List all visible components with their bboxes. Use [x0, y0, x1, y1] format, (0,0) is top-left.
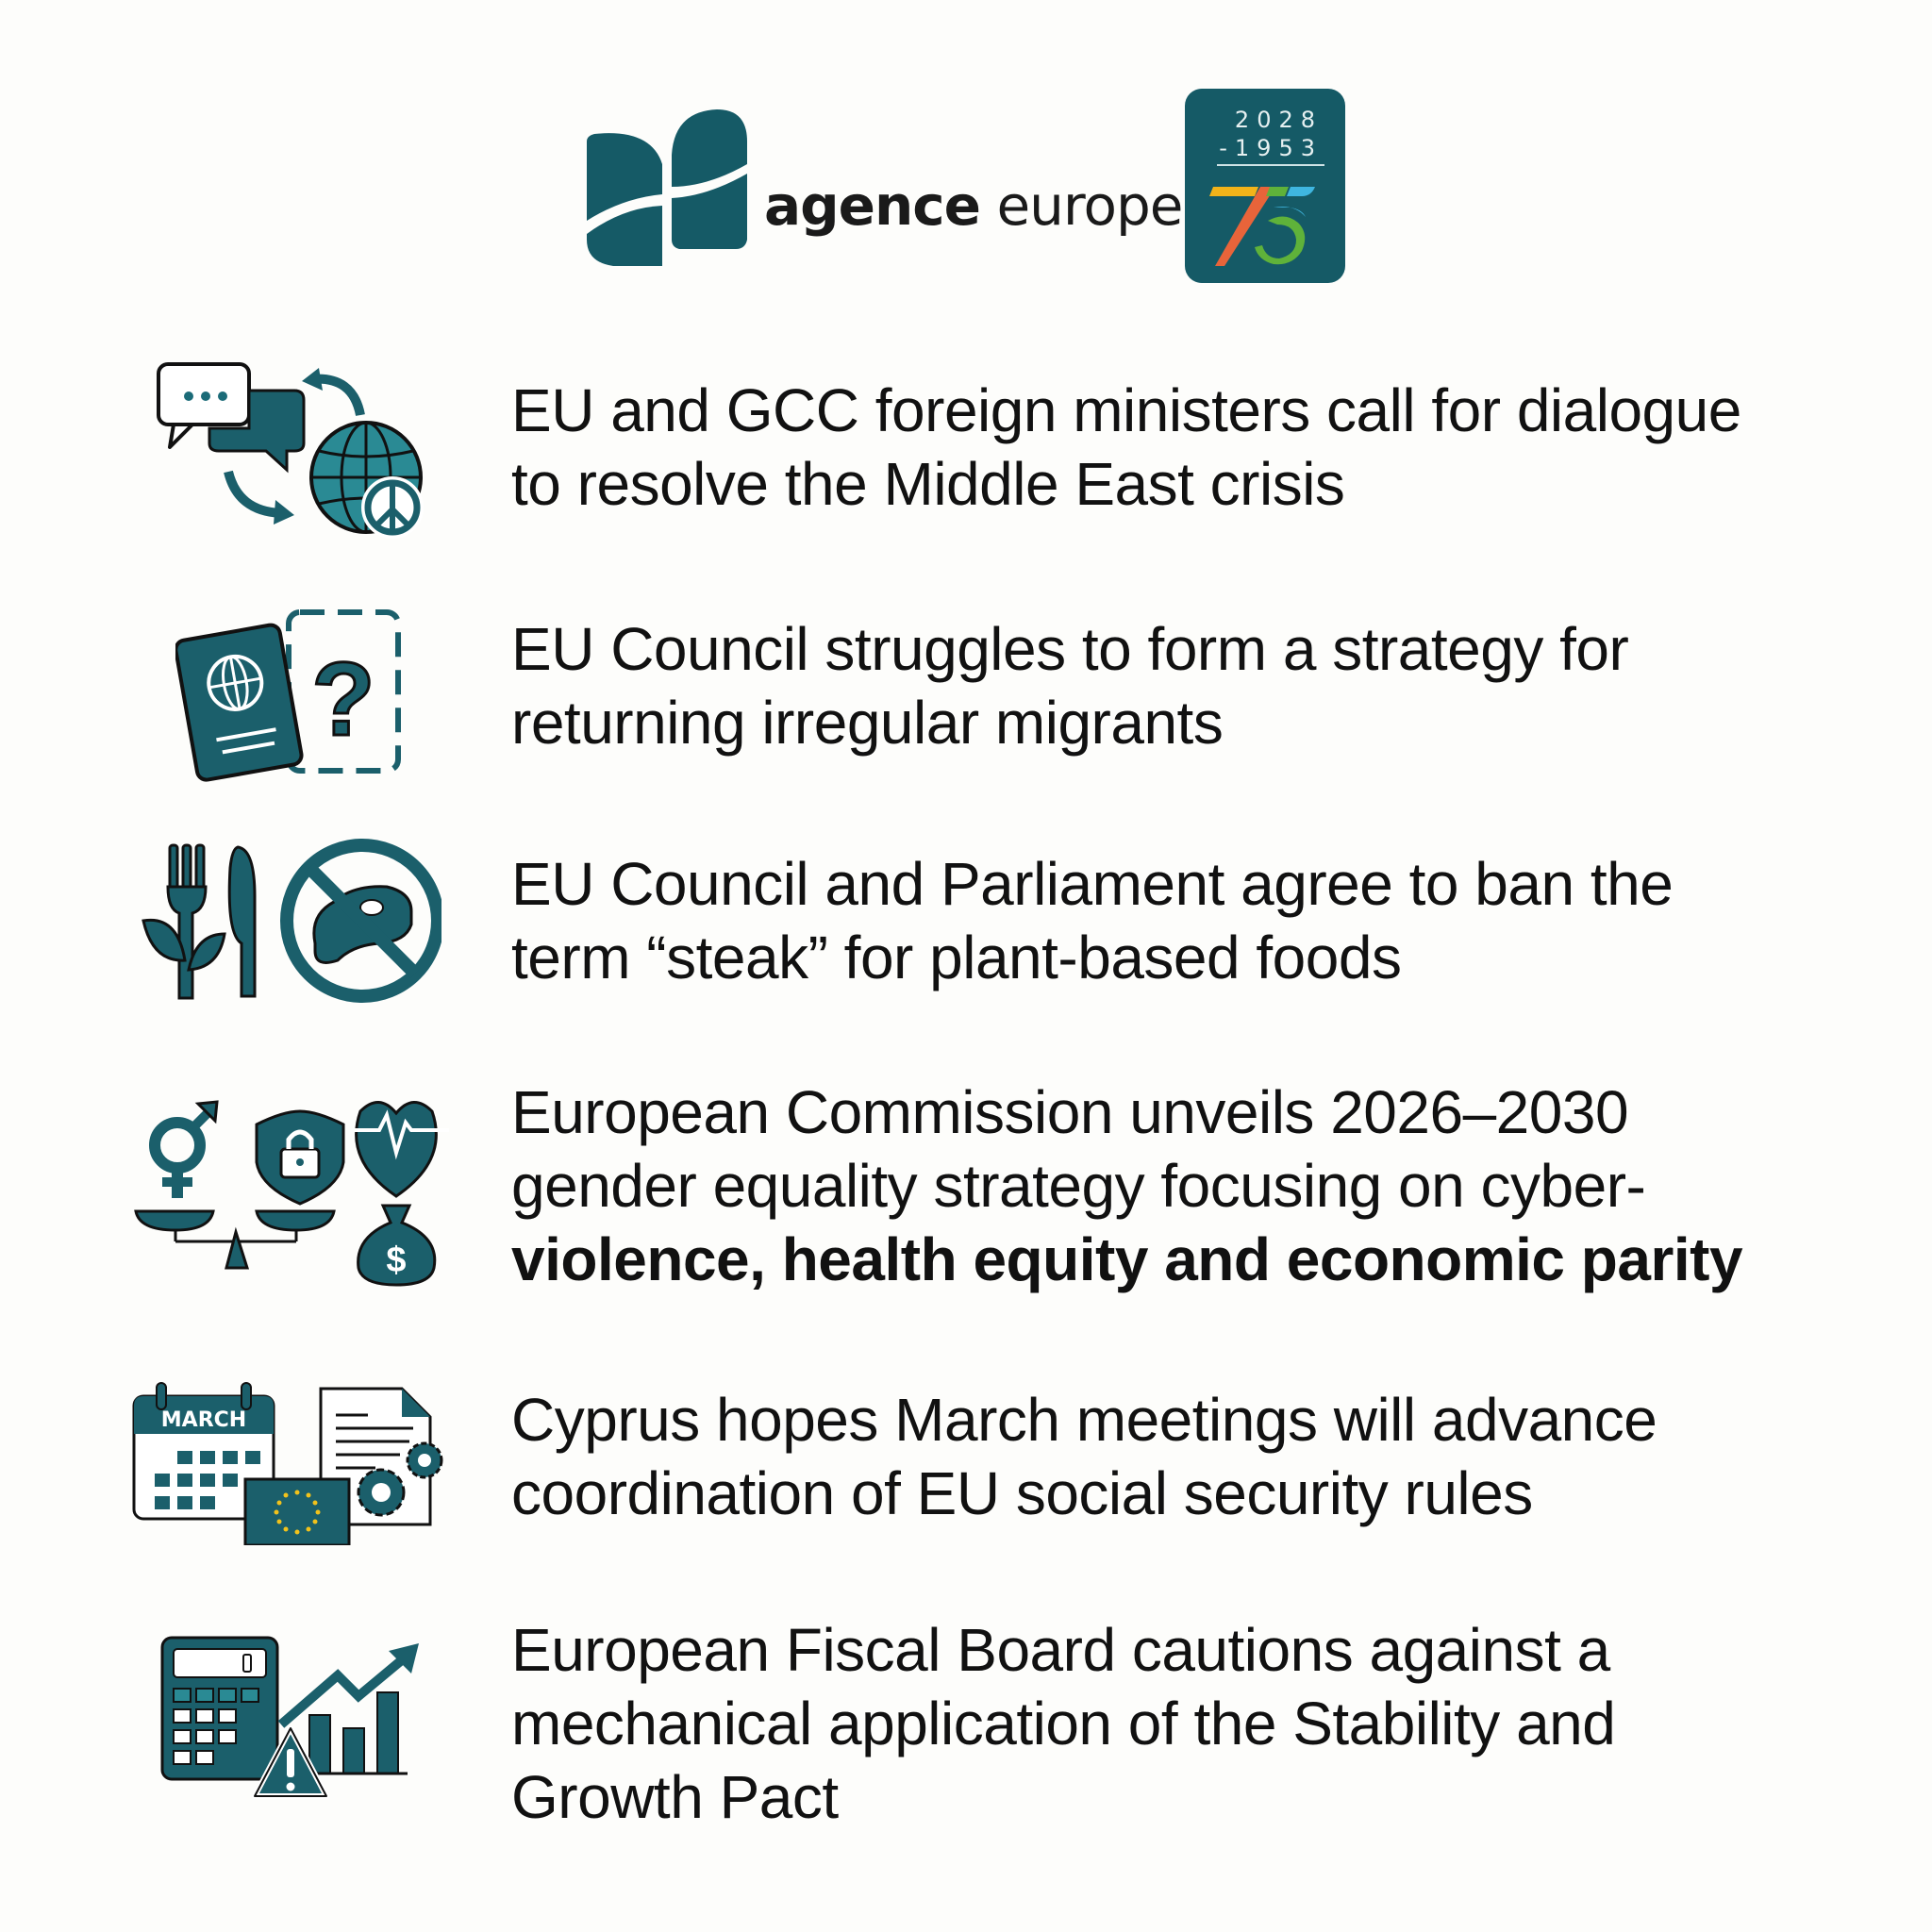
svg-text:$: $: [386, 1241, 407, 1280]
news-headline[interactable]: European Fiscal Board cautions against a mechanical application of the Stability and Growth Pact: [511, 1616, 1616, 1831]
news-headline[interactable]: EU and GCC foreign ministers call for dialogue to resolve the Middle East crisis: [511, 376, 1741, 518]
seventy-five-icon: [1204, 179, 1326, 270]
news-item: [0, 599, 1932, 788]
anniversary-years: 2028 -1953: [1219, 107, 1323, 161]
brand-bold: agence: [764, 174, 981, 238]
calculator-warning-chart-icon: [158, 1630, 432, 1809]
news-item: [0, 830, 1932, 1019]
news-headline[interactable]: European Commission unveils 2026–2030 gender equality strategy focusing on cyber- violence, health equity and economic parity: [511, 1078, 1743, 1293]
news-item: [0, 1368, 1932, 1557]
svg-text:?: ?: [311, 641, 375, 758]
gender-equality-scale-icon: [132, 1083, 453, 1291]
brand-light: europe: [980, 174, 1183, 238]
calendar-eu-document-icon: [130, 1375, 451, 1545]
news-headline[interactable]: EU Council and Parliament agree to ban the term “steak” for plant-based foods: [511, 850, 1674, 991]
news-item: [0, 1604, 1932, 1830]
passport-question-icon: [175, 603, 411, 782]
anniversary-badge: [1185, 89, 1345, 283]
plant-cutlery-no-meat-icon: [140, 830, 441, 1009]
header: [585, 87, 1349, 287]
news-headline[interactable]: Cyprus hopes March meetings will advance coordination of EU social security rules: [511, 1386, 1657, 1527]
brand-name: [764, 174, 1182, 238]
agence-europe-logo-icon: [585, 108, 750, 268]
news-headline[interactable]: EU Council struggles to form a strategy for returning irregular migrants: [511, 615, 1629, 757]
dialogue-globe-peace-icon: [151, 357, 434, 545]
calendar-month: MARCH: [160, 1408, 247, 1432]
news-item: [0, 357, 1932, 545]
news-item: [0, 1075, 1932, 1302]
badge-divider: [1217, 164, 1324, 166]
